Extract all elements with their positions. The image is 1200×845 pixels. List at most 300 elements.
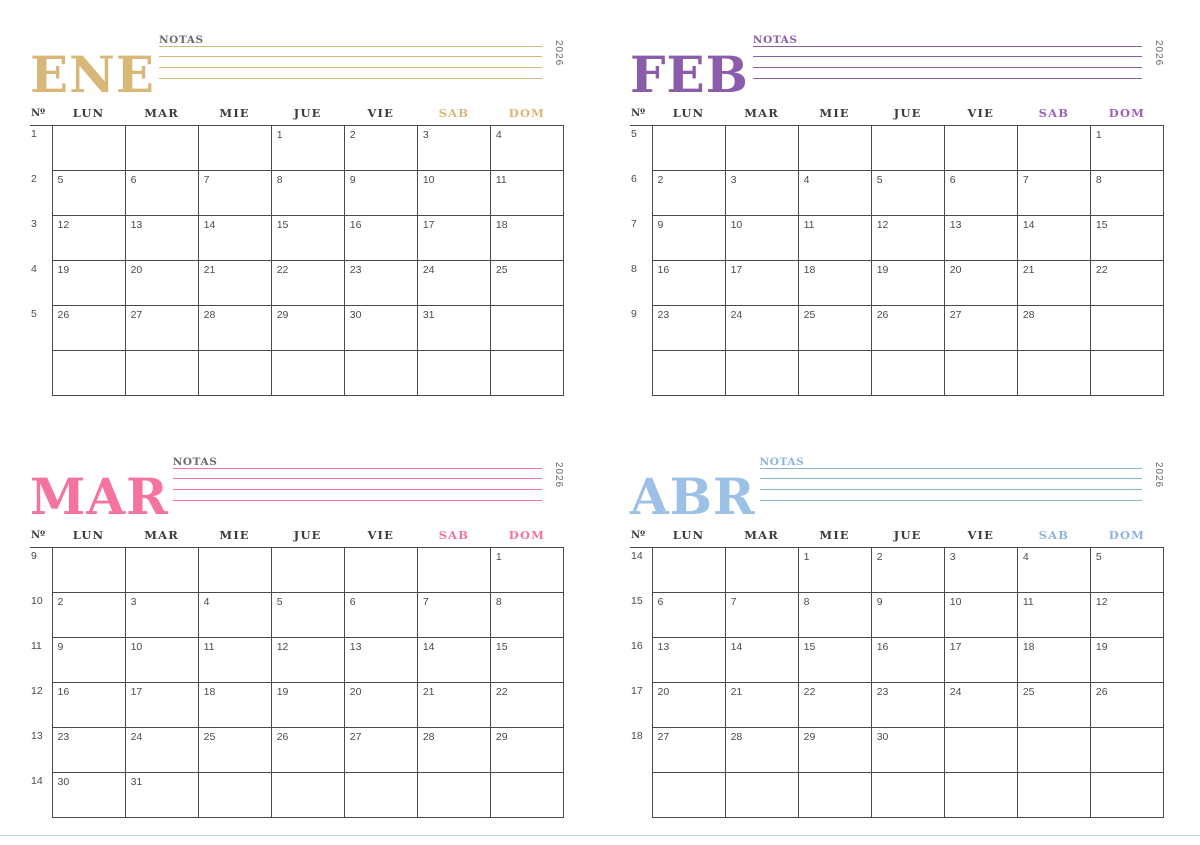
day-number: 24: [730, 309, 743, 321]
week-number: 14: [31, 774, 43, 787]
day-number: 15: [803, 641, 816, 653]
day-number: 10: [422, 174, 435, 186]
day-cell-weekend[interactable]: [1090, 216, 1163, 261]
notes-line[interactable]: [753, 57, 1142, 68]
day-cell[interactable]: [944, 306, 1017, 351]
month-block-feb: [600, 0, 1200, 422]
day-cell[interactable]: [871, 728, 944, 773]
day-cell-weekend[interactable]: [490, 261, 563, 306]
day-cell[interactable]: [271, 216, 344, 261]
day-cell-weekend[interactable]: [1090, 351, 1163, 396]
day-number: 3: [422, 129, 429, 141]
notes-line[interactable]: [159, 46, 542, 57]
notes-line[interactable]: [760, 468, 1142, 479]
day-cell[interactable]: [52, 593, 125, 638]
day-cell[interactable]: [725, 728, 798, 773]
day-cell-weekend[interactable]: [1090, 773, 1163, 818]
day-number: 1: [803, 551, 810, 563]
day-cell[interactable]: [798, 306, 871, 351]
table-row: [30, 773, 564, 818]
day-cell[interactable]: [871, 593, 944, 638]
day-cell-weekend[interactable]: [490, 638, 563, 683]
day-cell[interactable]: [52, 171, 125, 216]
day-number: 18: [803, 264, 816, 276]
day-number: 15: [495, 641, 508, 653]
day-number: 14: [422, 641, 435, 653]
day-cell[interactable]: [125, 683, 198, 728]
day-cell[interactable]: [944, 593, 1017, 638]
day-cell[interactable]: [52, 638, 125, 683]
day-cell[interactable]: [198, 171, 271, 216]
day-cell[interactable]: [198, 261, 271, 306]
day-cell-weekend[interactable]: [1090, 728, 1163, 773]
day-cell[interactable]: [125, 638, 198, 683]
day-cell[interactable]: [344, 593, 417, 638]
day-cell[interactable]: [944, 171, 1017, 216]
day-cell-weekend[interactable]: [1017, 593, 1090, 638]
month-header-feb: [630, 30, 1164, 104]
day-number: 14: [203, 219, 216, 231]
weekday-header-row: [30, 106, 564, 126]
day-cell[interactable]: [725, 593, 798, 638]
weekday-header-mar: MAR: [744, 106, 779, 120]
day-cell-weekend[interactable]: [490, 216, 563, 261]
day-cell[interactable]: [652, 593, 725, 638]
day-number: 16: [876, 641, 889, 653]
day-cell[interactable]: [198, 683, 271, 728]
day-cell[interactable]: [871, 638, 944, 683]
day-cell-weekend[interactable]: [490, 126, 563, 171]
day-cell-weekend[interactable]: [1017, 548, 1090, 593]
day-cell[interactable]: [652, 638, 725, 683]
day-cell[interactable]: [652, 773, 725, 818]
day-cell[interactable]: [125, 548, 198, 593]
day-number: 26: [876, 309, 889, 321]
notes-lines-mar[interactable]: [173, 468, 542, 501]
notes-line[interactable]: [159, 68, 542, 79]
day-cell[interactable]: [198, 773, 271, 818]
week-number: [630, 351, 652, 396]
day-number: 6: [657, 596, 664, 608]
day-cell[interactable]: [652, 126, 725, 171]
table-row: [630, 638, 1164, 683]
notes-line[interactable]: [173, 468, 542, 479]
month-header-ene: [30, 30, 564, 104]
day-cell[interactable]: [198, 638, 271, 683]
month-header-abr: [630, 452, 1164, 526]
day-cell[interactable]: [944, 683, 1017, 728]
day-cell[interactable]: [652, 171, 725, 216]
day-cell[interactable]: [125, 216, 198, 261]
day-cell-weekend[interactable]: [1017, 261, 1090, 306]
day-cell[interactable]: [52, 728, 125, 773]
day-cell[interactable]: [944, 728, 1017, 773]
day-cell-weekend[interactable]: [1017, 126, 1090, 171]
day-cell[interactable]: [944, 351, 1017, 396]
day-cell-weekend[interactable]: [1017, 306, 1090, 351]
day-cell[interactable]: [725, 548, 798, 593]
day-cell[interactable]: [798, 351, 871, 396]
day-cell[interactable]: [798, 126, 871, 171]
table-row: [630, 126, 1164, 171]
day-number: 27: [349, 731, 362, 743]
day-cell-weekend[interactable]: [417, 216, 490, 261]
day-cell[interactable]: [344, 548, 417, 593]
day-cell[interactable]: [125, 171, 198, 216]
day-number: 1: [1095, 129, 1102, 141]
day-cell-weekend[interactable]: [1017, 773, 1090, 818]
day-cell[interactable]: [652, 261, 725, 306]
day-cell[interactable]: [652, 216, 725, 261]
day-number: 4: [1022, 551, 1029, 563]
year-label-abr: 2026: [1153, 462, 1164, 489]
day-cell[interactable]: [798, 593, 871, 638]
day-number: 27: [130, 309, 143, 321]
weekday-header-lun: LUN: [672, 106, 705, 120]
day-number: 7: [203, 174, 210, 186]
week-number: 12: [31, 684, 43, 697]
notes-line[interactable]: [173, 490, 542, 501]
day-cell-weekend[interactable]: [417, 548, 490, 593]
day-cell[interactable]: [271, 261, 344, 306]
day-cell-weekend[interactable]: [490, 171, 563, 216]
day-cell[interactable]: [725, 638, 798, 683]
day-number: 9: [876, 596, 883, 608]
day-cell[interactable]: [871, 548, 944, 593]
day-number: 13: [349, 641, 362, 653]
day-cell[interactable]: [52, 306, 125, 351]
day-cell-weekend[interactable]: [1017, 683, 1090, 728]
table-row: [630, 593, 1164, 638]
day-cell-weekend[interactable]: [417, 351, 490, 396]
day-number: 24: [949, 686, 962, 698]
day-cell[interactable]: [271, 306, 344, 351]
day-cell[interactable]: [871, 306, 944, 351]
day-cell[interactable]: [944, 126, 1017, 171]
day-number: 10: [130, 641, 143, 653]
notes-line[interactable]: [760, 479, 1142, 490]
notes-label-ene: NOTAS: [158, 34, 204, 46]
notes-line[interactable]: [760, 490, 1142, 501]
day-cell[interactable]: [871, 216, 944, 261]
day-number: 28: [1022, 309, 1035, 321]
notes-line[interactable]: [173, 479, 542, 490]
day-cell-weekend[interactable]: [490, 593, 563, 638]
day-cell[interactable]: [344, 306, 417, 351]
day-number: 20: [349, 686, 362, 698]
table-row: [30, 683, 564, 728]
notes-lines-feb[interactable]: [753, 46, 1142, 79]
day-number: 4: [803, 174, 810, 186]
day-number: 26: [57, 309, 70, 321]
day-cell-weekend[interactable]: [417, 728, 490, 773]
week-number: 11: [31, 639, 42, 652]
day-number: 8: [1095, 174, 1102, 186]
day-cell[interactable]: [798, 638, 871, 683]
table-row: [630, 773, 1164, 818]
week-number: 15: [631, 594, 643, 607]
day-cell[interactable]: [652, 683, 725, 728]
day-cell-weekend[interactable]: [1090, 261, 1163, 306]
day-cell[interactable]: [944, 548, 1017, 593]
day-cell[interactable]: [725, 773, 798, 818]
day-cell[interactable]: [271, 351, 344, 396]
day-number: 16: [349, 219, 362, 231]
day-cell-weekend[interactable]: [417, 171, 490, 216]
day-cell[interactable]: [344, 126, 417, 171]
day-cell-weekend[interactable]: [1090, 548, 1163, 593]
day-cell[interactable]: [271, 126, 344, 171]
day-cell[interactable]: [125, 593, 198, 638]
day-cell[interactable]: [198, 126, 271, 171]
day-cell-weekend[interactable]: [1090, 638, 1163, 683]
day-cell-weekend[interactable]: [1090, 171, 1163, 216]
day-cell[interactable]: [52, 126, 125, 171]
week-number-header: Nº: [631, 529, 646, 541]
day-number: 17: [422, 219, 435, 231]
day-cell-weekend[interactable]: [417, 773, 490, 818]
day-cell-weekend[interactable]: [490, 728, 563, 773]
weekday-header-row: [630, 528, 1164, 548]
weekday-header-jue: JUE: [893, 106, 922, 120]
day-number: 17: [949, 641, 962, 653]
day-cell-weekend[interactable]: [490, 683, 563, 728]
day-cell-weekend[interactable]: [1090, 306, 1163, 351]
day-number: 19: [1095, 641, 1108, 653]
day-cell[interactable]: [944, 261, 1017, 306]
table-row: [30, 261, 564, 306]
day-cell[interactable]: [125, 261, 198, 306]
day-cell[interactable]: [725, 216, 798, 261]
day-cell[interactable]: [798, 216, 871, 261]
week-number: 5: [630, 126, 652, 171]
notes-area-abr: [760, 456, 1164, 518]
notes-line[interactable]: [753, 46, 1142, 57]
day-cell[interactable]: [871, 683, 944, 728]
week-number: 10: [31, 594, 43, 607]
day-cell[interactable]: [271, 548, 344, 593]
week-number: 1: [30, 126, 52, 171]
day-number: 22: [276, 264, 289, 276]
day-number: 18: [495, 219, 508, 231]
day-cell-weekend[interactable]: [490, 548, 563, 593]
day-cell-weekend[interactable]: [490, 351, 563, 396]
notes-line[interactable]: [753, 68, 1142, 79]
day-number: 20: [949, 264, 962, 276]
day-cell[interactable]: [271, 683, 344, 728]
day-number: 18: [203, 686, 216, 698]
day-cell-weekend[interactable]: [417, 593, 490, 638]
day-cell[interactable]: [871, 351, 944, 396]
day-cell[interactable]: [344, 683, 417, 728]
notes-lines-ene[interactable]: [159, 46, 542, 79]
day-number: 22: [495, 686, 508, 698]
day-cell[interactable]: [944, 216, 1017, 261]
weekday-header-sab: SAB: [438, 106, 470, 120]
day-number: 6: [949, 174, 956, 186]
day-number: 26: [1095, 686, 1108, 698]
day-cell[interactable]: [725, 306, 798, 351]
day-number: 4: [495, 129, 502, 141]
day-cell[interactable]: [652, 548, 725, 593]
day-cell[interactable]: [871, 126, 944, 171]
day-cell[interactable]: [198, 306, 271, 351]
day-cell[interactable]: [198, 593, 271, 638]
day-cell[interactable]: [944, 638, 1017, 683]
day-number: 21: [422, 686, 435, 698]
day-cell[interactable]: [652, 351, 725, 396]
day-number: 12: [276, 641, 289, 653]
day-cell[interactable]: [725, 171, 798, 216]
day-number: 30: [349, 309, 362, 321]
notes-lines-abr[interactable]: [760, 468, 1142, 501]
day-cell[interactable]: [344, 351, 417, 396]
notes-line[interactable]: [159, 57, 542, 68]
day-cell[interactable]: [271, 773, 344, 818]
day-cell[interactable]: [798, 261, 871, 306]
day-cell[interactable]: [652, 306, 725, 351]
day-cell[interactable]: [798, 171, 871, 216]
day-cell-weekend[interactable]: [417, 638, 490, 683]
week-number: 17: [631, 684, 643, 697]
day-cell[interactable]: [725, 261, 798, 306]
day-cell[interactable]: [52, 773, 125, 818]
day-number: 28: [730, 731, 743, 743]
day-cell[interactable]: [125, 126, 198, 171]
table-row: [30, 728, 564, 773]
day-number: 12: [1095, 596, 1108, 608]
day-cell[interactable]: [125, 728, 198, 773]
day-cell-weekend[interactable]: [417, 126, 490, 171]
day-number: 11: [203, 641, 215, 653]
weekday-header-mie: MIE: [219, 528, 250, 542]
table-row: [630, 351, 1164, 396]
weekday-header-row: [630, 106, 1164, 126]
day-cell[interactable]: [198, 728, 271, 773]
day-cell-weekend[interactable]: [1090, 126, 1163, 171]
day-cell[interactable]: [344, 171, 417, 216]
day-cell[interactable]: [271, 171, 344, 216]
day-cell[interactable]: [344, 728, 417, 773]
day-number: 8: [803, 596, 810, 608]
calendar-table-ene: [30, 106, 564, 396]
notes-label-mar: NOTAS: [172, 456, 218, 468]
day-cell-weekend[interactable]: [1090, 683, 1163, 728]
day-cell-weekend[interactable]: [1090, 593, 1163, 638]
day-number: 22: [1095, 264, 1108, 276]
weekday-header-sab: SAB: [1038, 106, 1070, 120]
day-cell-weekend[interactable]: [417, 683, 490, 728]
day-cell[interactable]: [271, 593, 344, 638]
day-cell-weekend[interactable]: [1017, 728, 1090, 773]
day-cell[interactable]: [798, 683, 871, 728]
month-title-ene: ENE: [30, 45, 155, 104]
day-number: 8: [276, 174, 283, 186]
day-cell[interactable]: [52, 548, 125, 593]
day-number: 11: [495, 174, 507, 186]
day-cell-weekend[interactable]: [1017, 351, 1090, 396]
day-number: 29: [276, 309, 289, 321]
week-number-header: Nº: [31, 107, 46, 119]
day-cell[interactable]: [725, 351, 798, 396]
day-cell-weekend[interactable]: [1017, 638, 1090, 683]
day-cell-weekend[interactable]: [1017, 171, 1090, 216]
day-cell[interactable]: [125, 351, 198, 396]
day-cell[interactable]: [125, 773, 198, 818]
day-number: 18: [1022, 641, 1035, 653]
table-row: [30, 638, 564, 683]
day-number: 9: [57, 641, 64, 653]
day-cell[interactable]: [798, 548, 871, 593]
weekday-header-vie: VIE: [967, 528, 995, 542]
day-number: 5: [876, 174, 883, 186]
day-cell[interactable]: [871, 773, 944, 818]
day-cell[interactable]: [52, 683, 125, 728]
day-cell-weekend[interactable]: [490, 773, 563, 818]
day-cell[interactable]: [725, 126, 798, 171]
day-cell[interactable]: [52, 351, 125, 396]
day-cell[interactable]: [344, 261, 417, 306]
day-number: 5: [276, 596, 283, 608]
day-cell[interactable]: [52, 216, 125, 261]
day-cell[interactable]: [52, 261, 125, 306]
day-number: 20: [657, 686, 670, 698]
day-cell[interactable]: [652, 728, 725, 773]
week-number-header: Nº: [631, 107, 646, 119]
weekday-header-vie: VIE: [967, 106, 995, 120]
day-cell[interactable]: [198, 216, 271, 261]
day-cell[interactable]: [271, 638, 344, 683]
day-cell[interactable]: [271, 728, 344, 773]
week-number-header: Nº: [31, 529, 46, 541]
day-number: 11: [1022, 596, 1034, 608]
day-cell[interactable]: [198, 548, 271, 593]
day-cell[interactable]: [871, 171, 944, 216]
day-cell[interactable]: [344, 216, 417, 261]
day-cell-weekend[interactable]: [490, 306, 563, 351]
day-cell-weekend[interactable]: [1017, 216, 1090, 261]
day-number: 15: [276, 219, 289, 231]
table-row: [30, 171, 564, 216]
day-cell[interactable]: [725, 683, 798, 728]
day-cell-weekend[interactable]: [417, 261, 490, 306]
table-row: [30, 548, 564, 593]
day-cell[interactable]: [344, 638, 417, 683]
day-number: 17: [130, 686, 143, 698]
day-cell[interactable]: [344, 773, 417, 818]
day-number: 24: [130, 731, 143, 743]
table-row: [630, 548, 1164, 593]
page-bottom-divider: [0, 835, 1200, 836]
table-row: [630, 683, 1164, 728]
weekday-header-mie: MIE: [819, 106, 850, 120]
day-number: 30: [876, 731, 889, 743]
day-cell[interactable]: [798, 728, 871, 773]
day-cell-weekend[interactable]: [417, 306, 490, 351]
day-cell[interactable]: [125, 306, 198, 351]
week-number: 9: [30, 548, 52, 593]
day-cell[interactable]: [871, 261, 944, 306]
day-cell[interactable]: [798, 773, 871, 818]
day-number: 12: [57, 219, 70, 231]
week-number: 8: [631, 262, 637, 275]
day-number: 31: [422, 309, 435, 321]
weekday-header-mar: MAR: [744, 528, 779, 542]
day-cell[interactable]: [944, 773, 1017, 818]
week-number: 7: [631, 217, 637, 230]
day-cell[interactable]: [198, 351, 271, 396]
day-number: 25: [803, 309, 816, 321]
